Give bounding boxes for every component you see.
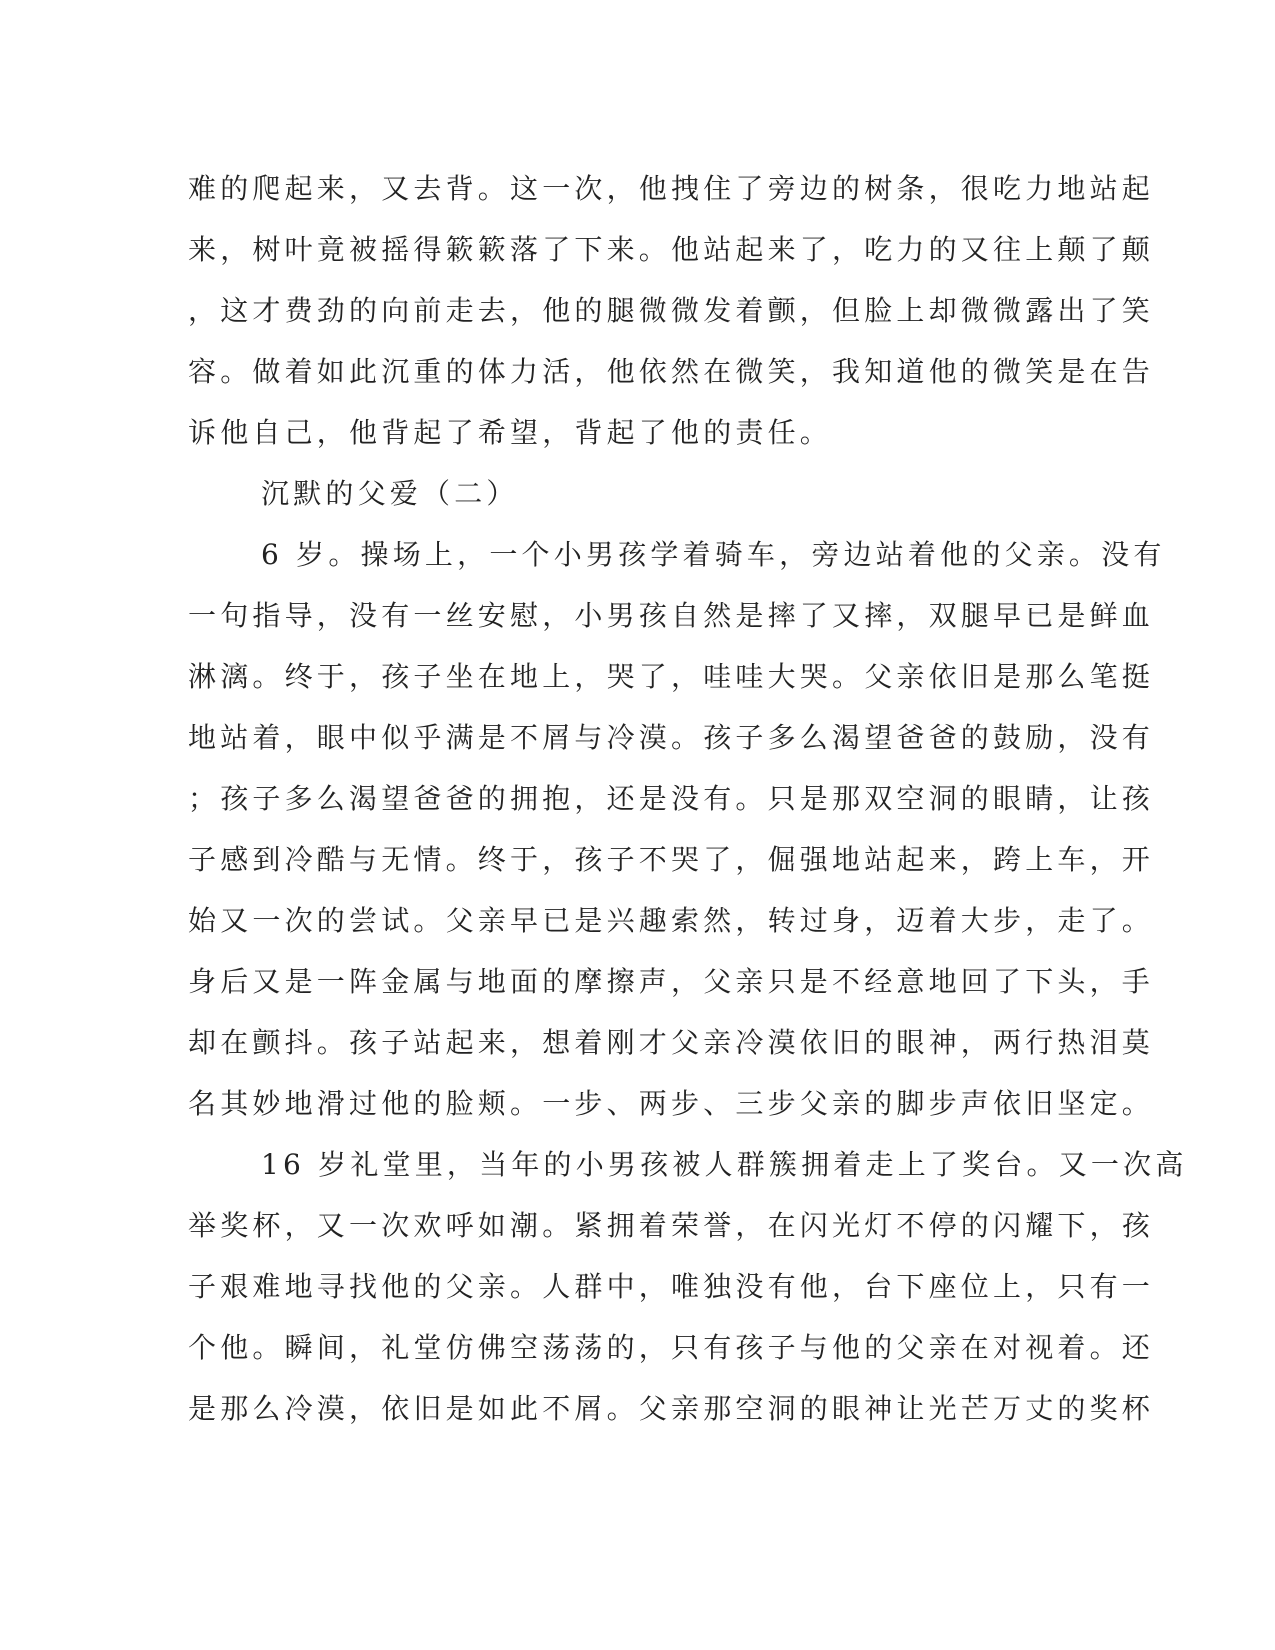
section-heading: 沉默的父爱（二） <box>261 477 519 510</box>
text-line: 地站着，眼中似乎满是不屑与冷漠。孩子多么渴望爸爸的鼓励，没有 <box>188 721 1155 754</box>
text-line: 容。做着如此沉重的体力活，他依然在微笑，我知道他的微笑是在告 <box>188 355 1155 388</box>
text-line: 来，树叶竟被摇得簌簌落了下来。他站起来了，吃力的又往上颠了颠 <box>188 233 1155 266</box>
text-line: 却在颤抖。孩子站起来，想着刚才父亲冷漠依旧的眼神，两行热泪莫 <box>188 1026 1155 1059</box>
text-line: 淋漓。终于，孩子坐在地上，哭了，哇哇大哭。父亲依旧是那么笔挺 <box>188 660 1155 693</box>
text-line: 个他。瞬间，礼堂仿佛空荡荡的，只有孩子与他的父亲在对视着。还 <box>188 1331 1155 1364</box>
text-line: 难的爬起来，又去背。这一次，他拽住了旁边的树条，很吃力地站起 <box>188 172 1155 205</box>
text-line: 诉他自己，他背起了希望，背起了他的责任。 <box>188 416 833 449</box>
text-line: 子感到冷酷与无情。终于，孩子不哭了，倔强地站起来，跨上车，开 <box>188 843 1155 876</box>
text-line: 身后又是一阵金属与地面的摩擦声，父亲只是不经意地回了下头，手 <box>188 965 1155 998</box>
text-line: 名其妙地滑过他的脸颊。一步、两步、三步父亲的脚步声依旧坚定。 <box>188 1087 1155 1120</box>
text-line: 一句指导，没有一丝安慰，小男孩自然是摔了又摔，双腿早已是鲜血 <box>188 599 1155 632</box>
body-text <box>188 158 1188 1439</box>
text-line: ；孩子多么渴望爸爸的拥抱，还是没有。只是那双空洞的眼睛，让孩 <box>188 782 1155 815</box>
text-line: 举奖杯，又一次欢呼如潮。紧拥着荣誉，在闪光灯不停的闪耀下，孩 <box>188 1209 1155 1242</box>
text-line: 16 岁礼堂里，当年的小男孩被人群簇拥着走上了奖台。又一次高 <box>261 1148 1188 1181</box>
text-line: 是那么冷漠，依旧是如此不屑。父亲那空洞的眼神让光芒万丈的奖杯 <box>188 1392 1155 1425</box>
text-line: 6 岁。操场上，一个小男孩学着骑车，旁边站着他的父亲。没有 <box>261 538 1166 571</box>
text-line: 子艰难地寻找他的父亲。人群中，唯独没有他，台下座位上，只有一 <box>188 1270 1155 1303</box>
text-line: ，这才费劲的向前走去，他的腿微微发着颤，但脸上却微微露出了笑 <box>188 294 1155 327</box>
text-line: 始又一次的尝试。父亲早已是兴趣索然，转过身，迈着大步，走了。 <box>188 904 1155 937</box>
